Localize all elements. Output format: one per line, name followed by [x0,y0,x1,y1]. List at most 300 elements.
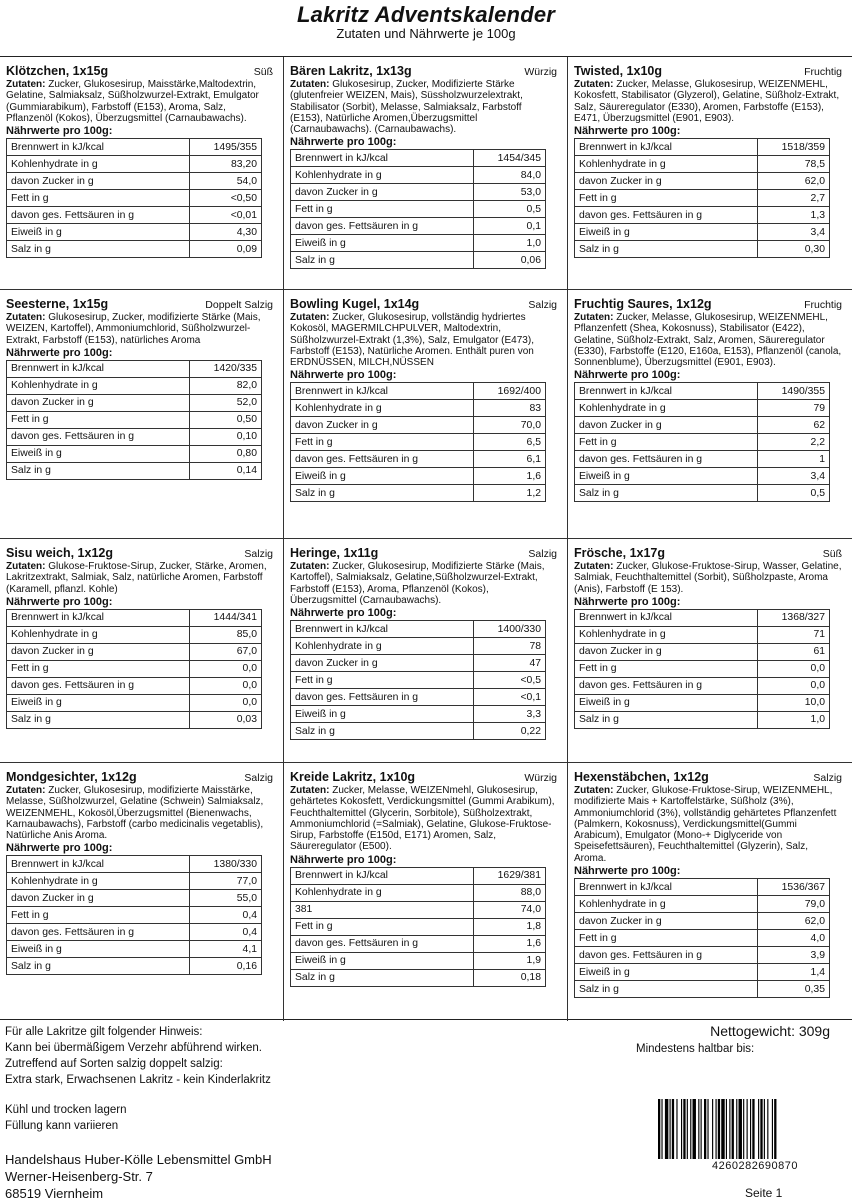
nutrient-value: 1420/335 [190,360,262,377]
nutrition-row [7,190,262,207]
nutrition-row [7,711,262,728]
nutrition-row [575,468,830,485]
nutrient-label: Salz in g [7,958,190,975]
nutrient-label: Fett in g [7,411,190,428]
nutrition-heading: Nährwerte pro 100g: [6,595,113,608]
nutrient-value: 0,4 [190,924,262,941]
nutrient-label: Kohlenhydrate in g [291,400,474,417]
nutrition-row [575,660,830,677]
nutrient-value: 1380/330 [190,856,262,873]
taste-label: Salzig [244,548,273,560]
nutrient-value: 53,0 [474,184,546,201]
nutrient-label: Fett in g [291,201,474,218]
nutrient-label: Eiweiß in g [7,224,190,241]
nutrient-value: 3,4 [758,468,830,485]
net-weight: Nettogewicht: 309g [710,1023,830,1039]
product-card [284,763,568,1021]
ingredients-list: Glukose-Fruktose-Sirup, Zucker, Stärke, Aromen, Lakritzextrakt, Salmiak, Salz, natürliche Aromen, Farbstoff (Karamell, pflanzl. Kohle) [6,561,267,595]
nutrient-value: 0,0 [190,677,262,694]
product-header [574,64,842,78]
page-number: Seite 1 [745,1186,783,1200]
nutrient-label: davon Zucker in g [7,643,190,660]
product-card [568,539,852,763]
nutrient-value: 78 [474,638,546,655]
nutrient-value: 47 [474,655,546,672]
ean-number: 4260282690870 [711,1160,799,1172]
taste-label: Salzig [528,548,557,560]
nutrient-value: 1518/359 [758,139,830,156]
nutrition-row [291,201,546,218]
nutrition-heading: Nährwerte pro 100g: [290,369,397,382]
nutrition-table [574,138,830,258]
nutrient-value: 4,1 [190,941,262,958]
taste-label: Salzig [813,772,842,784]
nutrition-row [575,677,830,694]
ingredients-text [6,79,273,124]
nutrient-value: 0,1 [474,218,546,235]
nutrition-row [7,394,262,411]
ingredients-list: Zucker, Melasse, WEIZENmehl, Glukosesirup, gehärtetes Kokosfett, Verdickungsmittel (Gummi Arabikum), Feuchthaltemittel (Glycerin, Sorbitole), Süßholzextrakt, Ammoniumchlorid (=Salmiak), Gelatine, Glukose-Fruktose-Sirup, Farbstoffe (E150d, E171) Aromen, Salz, Säureregulator (E500). [290,785,555,853]
nutrition-row [7,873,262,890]
nutrient-label: davon Zucker in g [291,417,474,434]
product-name: Hexenstäbchen, 1x12g [574,770,709,784]
nutrient-label: Fett in g [291,434,474,451]
product-header [574,297,842,311]
nutrient-value: 71 [758,626,830,643]
product-name: Fruchtig Saures, 1x12g [574,297,712,311]
company-city: 68519 Viernheim [5,1186,104,1201]
ingredients-text [290,561,557,606]
nutrition-row [7,462,262,479]
product-header [6,546,273,560]
ingredients-list: Zucker, Glukosesirup, modifizierte Maisstärke, Melasse, Süßholzwurzel, Gelatine (Schwein) Salmiaksalz, WEIZENMEHL, Kokosöl,Überzugsmittel (Bienenwachs, Karnaubawachs), Farbstoff (carbo medicinalis vegetablis), Natürliche Anis Aroma. [6,785,264,842]
nutrient-label: Brennwert in kJ/kcal [7,360,190,377]
nutrition-row [575,224,830,241]
nutrient-label: Kohlenhydrate in g [291,884,474,901]
taste-label: Doppelt Salzig [205,299,273,311]
nutrient-label: davon ges. Fettsäuren in g [7,924,190,941]
nutrition-row [291,417,546,434]
product-name: Mondgesichter, 1x12g [6,770,137,784]
product-header [6,770,273,784]
nutrient-value: <0,1 [474,689,546,706]
nutrient-label: Eiweiß in g [575,224,758,241]
nutrient-label: Salz in g [291,252,474,269]
nutrient-label: Kohlenhydrate in g [7,626,190,643]
nutrient-value: 0,0 [758,677,830,694]
nutrition-row [575,156,830,173]
nutrition-row [7,139,262,156]
nutrition-heading: Nährwerte pro 100g: [574,595,681,608]
nutrient-value: 2,7 [758,190,830,207]
taste-label: Süß [253,66,273,78]
nutrition-row [291,884,546,901]
nutrition-row [291,468,546,485]
nutrition-row [575,207,830,224]
page-title: Lakritz Adventskalender [296,2,556,27]
product-name: Seesterne, 1x15g [6,297,109,311]
nutrition-row [575,896,830,913]
nutrition-row [291,952,546,969]
nutrition-row [575,609,830,626]
nutrient-label: Eiweiß in g [7,694,190,711]
nutrient-label: Fett in g [575,434,758,451]
taste-label: Würzig [524,66,557,78]
nutrient-label: Brennwert in kJ/kcal [575,139,758,156]
nutrient-value: 1454/345 [474,150,546,167]
product-card [568,290,852,539]
nutrition-row [7,694,262,711]
nutrient-label: davon Zucker in g [575,913,758,930]
nutrient-label: Fett in g [575,930,758,947]
nutrition-heading: Nährwerte pro 100g: [6,842,113,855]
nutrient-value: 0,14 [190,462,262,479]
nutrient-value: 62 [758,417,830,434]
ingredients-text [6,312,273,346]
nutrient-value: 1368/327 [758,609,830,626]
nutrient-label: davon ges. Fettsäuren in g [291,218,474,235]
ingredients-text [6,561,273,595]
nutrient-label: Salz in g [7,711,190,728]
ingredients-list: Zucker, Glukosesirup, Maisstärke,Maltodextrin, Gelatine, Salmiaksalz, Süßholzwurzel-Extrakt, Emulgator (Gummiarabikum), Farbstoff (E153), Aroma, Salz, Pflanzenöl (Kokos), Überzugsmittel (Carnaubawachs). [6,79,259,124]
nutrition-table [290,149,546,269]
nutrient-value: 83 [474,400,546,417]
nutrition-row [575,434,830,451]
product-header [6,297,273,311]
product-card [0,539,284,763]
nutrient-value: 1,6 [474,935,546,952]
ingredients-list: Zucker, Glukose-Fruktose-Sirup, Wasser, Gelatine, Salmiak, Feuchthaltemittel (Sorbit), Süßholzpaste, Aroma (Anis), Farbstoff (E 153). [574,561,842,595]
nutrient-value: 0,09 [190,241,262,258]
nutrition-row [291,706,546,723]
hint-block [5,1024,271,1088]
nutrient-value: 3,3 [474,706,546,723]
nutrient-value: 2,2 [758,434,830,451]
ingredients-label: Zutaten: [6,79,46,90]
nutrition-row [7,958,262,975]
ingredients-label: Zutaten: [574,561,614,572]
nutrition-row [291,400,546,417]
nutrition-heading: Nährwerte pro 100g: [574,369,681,382]
product-card [0,57,284,290]
ingredients-text [290,312,557,368]
hint-line: Kann bei übermäßigem Verzehr abführend wirken. [5,1042,262,1054]
ingredients-list: Zucker, Glukosesirup, vollständig hydriertes Kokosöl, MAGERMILCHPULVER, Maltodextrin, Süßholzwurzel-Extrakt (1,3%), Salz, Emulgator (E473), Farbstoff (E153), Natürliche Aromen. Enthält puren von ERDNÜSSEN, MILCH,NÜSSEN [290,312,534,369]
nutrition-row [291,218,546,235]
nutrient-value: 1,2 [474,485,546,502]
nutrient-value: 0,03 [190,711,262,728]
ingredients-label: Zutaten: [290,785,330,796]
page-subtitle: Zutaten und Nährwerte je 100g [336,26,516,41]
nutrition-row [7,377,262,394]
ingredients-list: Zucker, Melasse, Glukosesirup, WEIZENMEHL, Pflanzenfett (Shea, Kokosnuss), Stabilisator (E422), Gelatine, Süßholz-Extrakt, Salz, Aromen, Säureregulator (E330), Farbstoffe (E120, E160a, E153), Pflanzenöl (canola, Sonnenblume), Überzugsmittel (E901, E903). [574,312,842,369]
nutrient-label: Fett in g [575,190,758,207]
nutrient-value: 1495/355 [190,139,262,156]
product-header [574,770,842,784]
nutrition-row [7,173,262,190]
nutrient-value: 3,4 [758,224,830,241]
ingredients-list: Glukosesirup, Zucker, modifizierte Stärke (Mais, WEIZEN, Kartoffel), Ammoniumchlorid, Süßholzwurzel-Extrakt, Farbstoff (E153), natürliches Aroma [6,312,261,346]
storage-line: Kühl und trocken lagern [5,1104,127,1116]
nutrition-row [7,856,262,873]
nutrient-value: 83,20 [190,156,262,173]
nutrition-table [290,620,546,740]
nutrition-row [291,689,546,706]
nutrient-value: 70,0 [474,417,546,434]
product-name: Bowling Kugel, 1x14g [290,297,420,311]
nutrition-row [291,383,546,400]
nutrient-label: Salz in g [575,241,758,258]
nutrient-label: Fett in g [7,907,190,924]
nutrient-value: 77,0 [190,873,262,890]
nutrition-row [575,173,830,190]
nutrient-label: Brennwert in kJ/kcal [7,139,190,156]
best-before-label: Mindestens haltbar bis: [636,1043,755,1055]
nutrition-row [291,918,546,935]
ingredients-text [290,79,557,135]
nutrition-row [575,383,830,400]
nutrient-value: <0,5 [474,672,546,689]
nutrient-label: davon Zucker in g [291,655,474,672]
nutrient-label: Fett in g [291,918,474,935]
nutrient-label: Eiweiß in g [575,964,758,981]
company-name: Handelshaus Huber-Kölle Lebensmittel GmbH [5,1152,272,1167]
nutrient-value: 0,35 [758,981,830,998]
nutrition-table [574,382,830,502]
product-card [0,763,284,1021]
nutrient-label: davon Zucker in g [575,417,758,434]
nutrition-table [6,609,262,729]
nutrition-row [7,643,262,660]
nutrient-label: Salz in g [291,969,474,986]
nutrient-label: davon ges. Fettsäuren in g [7,207,190,224]
nutrition-row [575,190,830,207]
nutrient-value: 1,0 [758,711,830,728]
nutrient-value: 1,0 [474,235,546,252]
nutrient-value: 1,3 [758,207,830,224]
nutrition-row [575,947,830,964]
nutrient-label: Salz in g [7,241,190,258]
nutrient-value: 0,0 [758,660,830,677]
nutrient-value: 3,9 [758,947,830,964]
nutrient-value: 0,06 [474,252,546,269]
nutrient-value: 62,0 [758,913,830,930]
nutrition-row [291,434,546,451]
nutrition-table [574,609,830,729]
storage-block [5,1102,126,1134]
product-header [6,64,273,78]
nutrient-value: <0,50 [190,190,262,207]
nutrition-heading: Nährwerte pro 100g: [290,853,397,866]
nutrition-table [6,855,262,975]
nutrient-label: Kohlenhydrate in g [7,377,190,394]
nutrition-row [7,677,262,694]
nutrient-label: Eiweiß in g [575,694,758,711]
nutrition-row [7,924,262,941]
nutrient-label: Eiweiß in g [575,468,758,485]
nutrient-label: Salz in g [575,981,758,998]
nutrient-value: 4,30 [190,224,262,241]
nutrition-row [291,867,546,884]
nutrient-label: davon ges. Fettsäuren in g [7,677,190,694]
ingredients-label: Zutaten: [6,561,46,572]
taste-label: Salzig [244,772,273,784]
nutrition-row [7,207,262,224]
nutrition-heading: Nährwerte pro 100g: [290,607,397,620]
product-grid [0,56,852,1020]
nutrition-row [575,400,830,417]
nutrient-label: davon Zucker in g [7,394,190,411]
nutrient-label: Kohlenhydrate in g [7,156,190,173]
nutrition-row [575,139,830,156]
product-header [574,546,842,560]
nutrient-value: 0,80 [190,445,262,462]
taste-label: Fruchtig [804,299,842,311]
nutrient-label: davon ges. Fettsäuren in g [575,677,758,694]
nutrition-row [575,626,830,643]
nutrient-label: Fett in g [291,672,474,689]
nutrient-label: Kohlenhydrate in g [575,400,758,417]
nutrient-label: Brennwert in kJ/kcal [575,383,758,400]
nutrient-label: Salz in g [291,485,474,502]
nutrient-label: davon ges. Fettsäuren in g [291,451,474,468]
nutrition-row [7,907,262,924]
nutrition-row [7,890,262,907]
nutrient-value: 0,5 [758,485,830,502]
nutrient-value: 6,5 [474,434,546,451]
nutrient-value: 78,5 [758,156,830,173]
nutrition-row [291,672,546,689]
nutrient-label: Eiweiß in g [7,941,190,958]
nutrient-value: 1 [758,451,830,468]
nutrition-row [575,981,830,998]
nutrient-value: 1400/330 [474,621,546,638]
product-name: Kreide Lakritz, 1x10g [290,770,416,784]
nutrition-row [7,411,262,428]
nutrition-row [575,643,830,660]
product-name: Sisu weich, 1x12g [6,546,113,560]
nutrient-value: 84,0 [474,167,546,184]
nutrient-label: Kohlenhydrate in g [291,167,474,184]
nutrient-label: Brennwert in kJ/kcal [575,609,758,626]
nutrient-value: 0,10 [190,428,262,445]
nutrient-value: 1536/367 [758,879,830,896]
nutrition-row [291,969,546,986]
ingredients-label: Zutaten: [6,785,46,796]
nutrition-heading: Nährwerte pro 100g: [574,865,681,878]
nutrient-value: 1692/400 [474,383,546,400]
nutrient-value: 1444/341 [190,609,262,626]
nutrient-label: Fett in g [7,660,190,677]
product-name: Twisted, 1x10g [574,64,662,78]
nutrition-row [291,935,546,952]
nutrient-value: 0,22 [474,723,546,740]
nutrition-row [7,156,262,173]
nutrition-row [291,451,546,468]
nutrient-label: davon ges. Fettsäuren in g [291,689,474,706]
nutrition-table [6,138,262,258]
taste-label: Fruchtig [804,66,842,78]
ingredients-label: Zutaten: [290,561,330,572]
product-card [284,539,568,763]
ingredients-text [574,785,842,864]
product-header [290,64,557,78]
nutrient-value: 88,0 [474,884,546,901]
nutrient-value: 0,4 [190,907,262,924]
nutrient-value: 1490/355 [758,383,830,400]
nutrient-label: Kohlenhydrate in g [575,156,758,173]
nutrient-value: 10,0 [758,694,830,711]
nutrient-label: davon Zucker in g [7,173,190,190]
nutrient-value: 82,0 [190,377,262,394]
product-name: Bären Lakritz, 1x13g [290,64,412,78]
nutrition-row [575,451,830,468]
nutrition-heading: Nährwerte pro 100g: [6,125,113,138]
nutrient-value: 0,30 [758,241,830,258]
nutrition-row [7,241,262,258]
nutrition-row [291,485,546,502]
nutrient-label: davon ges. Fettsäuren in g [7,428,190,445]
nutrient-value: 6,1 [474,451,546,468]
nutrient-value: 0,18 [474,969,546,986]
nutrient-label: Eiweiß in g [291,952,474,969]
nutrient-label: Brennwert in kJ/kcal [291,621,474,638]
nutrition-table [6,360,262,480]
ingredients-list: Zucker, Melasse, Glukosesirup, WEIZENMEHL, Kokosfett, Stabilisator (Glyzerol), Gelatine, Süßholz-Extrakt, Salz, Säureregulator (E330), Aromen, Farbstoffe (E153), E471, Überzugsmittel (E901, E903). [574,79,840,124]
nutrition-table [290,382,546,502]
nutrient-label: davon Zucker in g [575,643,758,660]
nutrient-label: 381 [291,901,474,918]
nutrient-label: Salz in g [575,711,758,728]
barcode-image [658,1099,830,1159]
nutrient-value: 54,0 [190,173,262,190]
company-address [5,1151,272,1202]
nutrient-value: 1,9 [474,952,546,969]
nutrition-row [7,626,262,643]
nutrient-label: Eiweiß in g [291,235,474,252]
taste-label: Süß [822,548,842,560]
nutrition-row [575,694,830,711]
product-card [568,57,852,290]
ingredients-text [574,312,842,368]
nutrient-value: 0,50 [190,411,262,428]
nutrient-value: 1,6 [474,468,546,485]
nutrition-row [7,660,262,677]
nutrient-value: 79 [758,400,830,417]
nutrient-label: Eiweiß in g [291,468,474,485]
nutrient-label: Brennwert in kJ/kcal [291,150,474,167]
nutrition-row [7,445,262,462]
nutrient-value: <0,01 [190,207,262,224]
nutrient-label: davon Zucker in g [291,184,474,201]
nutrient-label: davon Zucker in g [7,890,190,907]
hint-line: Zutreffend auf Sorten salzig doppelt salzig: [5,1058,223,1070]
product-card [284,290,568,539]
product-card [0,290,284,539]
nutrient-value: 67,0 [190,643,262,660]
nutrient-label: davon Zucker in g [575,173,758,190]
nutrient-label: Brennwert in kJ/kcal [291,867,474,884]
taste-label: Würzig [524,772,557,784]
nutrition-row [291,901,546,918]
nutrient-value: 0,5 [474,201,546,218]
ingredients-list: Glukosesirup, Zucker, Modifizierte Stärke (glutenfreier WEIZEN, Mais), Süssholzwurzelextrakt, Stabilisator (Sorbit), Melasse, Salmiaksalz, Farbstoff (E153), Natürliche Aromen,Überzugsmittel (Carnaubawachs). (Carnaubawachs). [290,79,523,136]
nutrition-row [291,167,546,184]
nutrition-row [7,941,262,958]
ingredients-label: Zutaten: [574,312,614,323]
company-street: Werner-Heisenberg-Str. 7 [5,1169,153,1184]
product-name: Heringe, 1x11g [290,546,379,560]
